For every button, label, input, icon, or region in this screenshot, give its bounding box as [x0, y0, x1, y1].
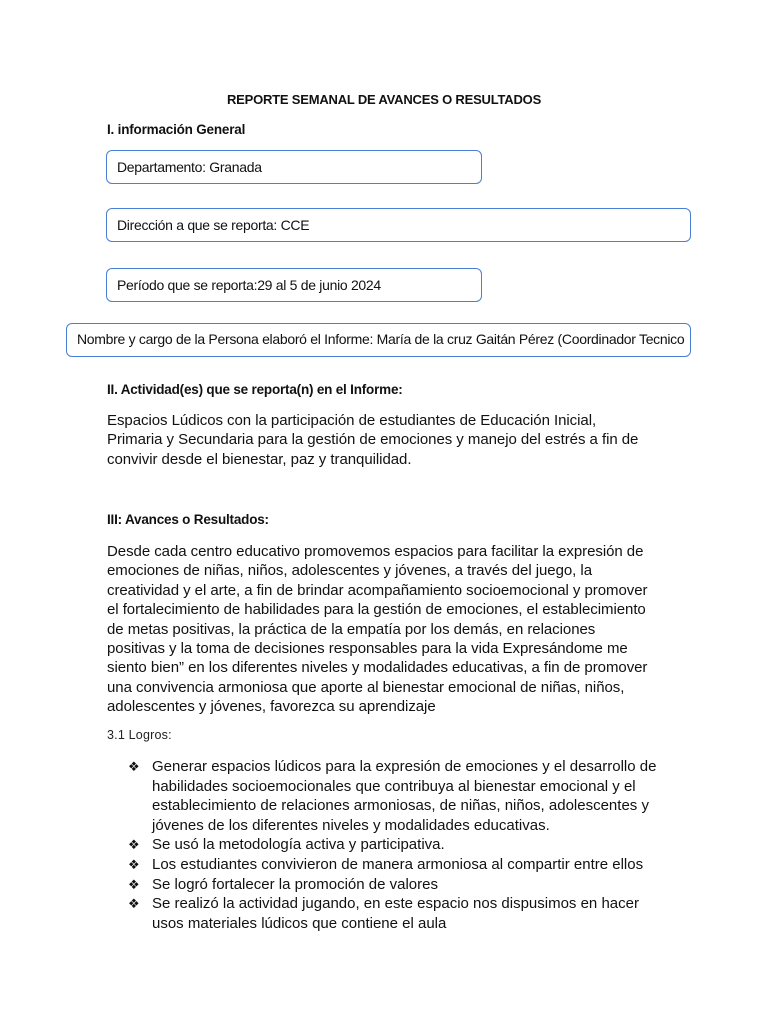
logros-list: [128, 757, 728, 933]
direction-text: Dirección a que se reporta: CCE: [117, 217, 310, 233]
list-item-line: Se usó la metodología activa y participativa.: [152, 836, 445, 854]
author-text: Nombre y cargo de la Persona elaboró el Informe: María de la cruz Gaitán Pérez (Coordinador Tecnico: [77, 331, 685, 347]
list-item: [128, 875, 728, 895]
diamond-bullet-icon: ❖: [128, 896, 140, 912]
paragraph-line: emociones de niñas, niños, adolescentes y jóvenes, a través del juego, la: [107, 562, 592, 580]
diamond-bullet-icon: ❖: [128, 876, 140, 892]
direction-field: [106, 208, 691, 242]
paragraph-line: Primaria y Secundaria para la gestión de emociones y manejo del estrés a fin de: [107, 431, 639, 449]
section-2-heading: II. Actividad(es) que se reporta(n) en el Informe:: [107, 382, 403, 397]
list-item: [128, 757, 728, 835]
list-item-line: Los estudiantes convivieron de manera armoniosa al compartir entre ellos: [152, 855, 644, 873]
paragraph-line: Espacios Lúdicos con la participación de estudiantes de Educación Inicial,: [107, 412, 597, 429]
results-paragraph: [107, 542, 717, 717]
diamond-bullet-icon: ❖: [128, 856, 140, 872]
list-item-line: jóvenes de los diferentes niveles y modalidades educativas.: [152, 816, 550, 834]
diamond-bullet-icon: ❖: [128, 759, 140, 774]
list-item-line: Se logró fortalecer la promoción de valores: [152, 875, 438, 893]
department-text: Departamento: Granada: [117, 159, 262, 175]
section-1-heading: I. información General: [107, 122, 246, 137]
paragraph-line: una convivencia armoniosa que aporte al bienestar emocional de niñas, niños,: [107, 678, 625, 696]
author-field: [66, 323, 691, 357]
paragraph-line: adolescentes y jóvenes, favorezca su aprendizaje: [107, 698, 436, 716]
paragraph-line: el fortalecimiento de habilidades para la gestión de emociones, el establecimiento: [107, 601, 646, 619]
list-item: [128, 835, 728, 855]
logros-heading: 3.1 Logros:: [107, 728, 172, 742]
paragraph-line: Desde cada centro educativo promovemos espacios para facilitar la expresión de: [107, 543, 644, 560]
period-text: Período que se reporta:29 al 5 de junio 2024: [117, 277, 381, 293]
list-item-line: habilidades socioemocionales que contribuya al bienestar emocional y el: [152, 777, 636, 795]
list-item-line: usos materiales lúdicos que contiene el aula: [152, 914, 447, 932]
paragraph-line: creatividad y el arte, a fin de brindar acompañamiento socioemocional y promover: [107, 581, 648, 599]
period-field: [106, 268, 482, 302]
list-item: [128, 855, 728, 875]
department-field: [106, 150, 482, 184]
paragraph-line: siento bien” en los diferentes niveles y modalidades educativas, a fin de promover: [107, 659, 648, 677]
list-item-line: establecimiento de relaciones armoniosas, de niñas, niños, adolescentes y: [152, 797, 649, 815]
paragraph-line: positivas y la toma de decisiones responsables para la vida Expresándome me: [107, 640, 628, 658]
diamond-bullet-icon: ❖: [128, 837, 140, 853]
paragraph-line: de metas positivas, la práctica de la empatía por los demás, en relaciones: [107, 620, 596, 638]
paragraph-line: convivir desde el bienestar, paz y tranquilidad.: [107, 450, 412, 468]
section-3-heading: III: Avances o Resultados:: [107, 512, 269, 527]
report-title: REPORTE SEMANAL DE AVANCES O RESULTADOS: [226, 92, 542, 107]
activities-paragraph: [107, 411, 707, 469]
list-item: [128, 894, 728, 933]
list-item-line: Generar espacios lúdicos para la expresión de emociones y el desarrollo de: [152, 758, 657, 775]
list-item-line: Se realizó la actividad jugando, en este espacio nos dispusimos en hacer: [152, 895, 639, 913]
